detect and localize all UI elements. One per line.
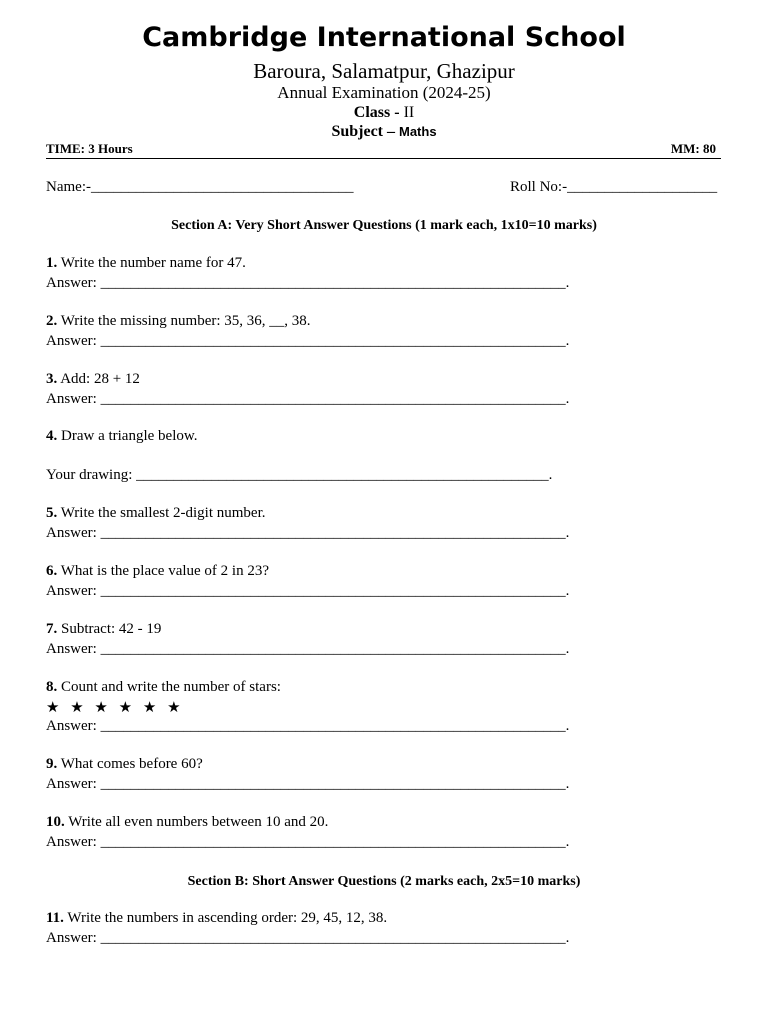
drawing-area (46, 466, 726, 486)
answer-line[interactable]: Answer: ______________________________________________________________. (46, 332, 570, 349)
question-text: What is the place value of 2 in 23? (60, 563, 269, 579)
answer-line[interactable]: Answer: ______________________________________________________________. (46, 524, 570, 541)
answer-line[interactable]: Answer: ______________________________________________________________. (46, 718, 570, 734)
question-number: 7. (46, 621, 58, 637)
section-b-title: Section B: Short Answer Questions (2 marks each, 2x5=10 marks) (187, 874, 581, 889)
question-4 (46, 427, 726, 447)
answer-line[interactable]: Answer: ______________________________________________________________. (46, 833, 570, 850)
answer-line[interactable]: Answer: ______________________________________________________________. (46, 274, 570, 291)
question-2 (46, 312, 726, 351)
question-number: 3. (46, 371, 58, 387)
question-number: 4. (46, 428, 58, 444)
name-field[interactable]: Name:-___________________________________ (46, 179, 354, 195)
question-11 (46, 909, 726, 948)
question-text: Write the missing number: 35, 36, __, 38. (60, 313, 311, 329)
question-text: Write the number name for 47. (60, 255, 246, 271)
question-text: What comes before 60? (60, 756, 203, 772)
question-number: 6. (46, 563, 58, 579)
answer-line[interactable]: Answer: ______________________________________________________________. (46, 582, 570, 599)
question-text: Write all even numbers between 10 and 20. (68, 814, 329, 830)
question-1 (46, 254, 726, 293)
question-text: Add: 28 + 12 (60, 371, 140, 387)
answer-line[interactable]: Answer: ______________________________________________________________. (46, 390, 570, 407)
roll-number-field[interactable]: Roll No:-____________________ (510, 179, 718, 195)
question-text: Subtract: 42 - 19 (61, 621, 162, 637)
question-7 (46, 620, 726, 659)
question-9 (46, 755, 726, 794)
subject-label: Subject – (331, 123, 395, 140)
answer-line[interactable]: Answer: ______________________________________________________________. (46, 640, 570, 657)
question-text: Write the numbers in ascending order: 29, 45, 12, 38. (67, 910, 388, 926)
question-text: Draw a triangle below. (61, 428, 198, 444)
question-number: 5. (46, 505, 58, 521)
max-marks-label: MM: 80 (670, 141, 716, 156)
class-label: Class - (353, 104, 400, 121)
answer-line[interactable]: Answer: ______________________________________________________________. (46, 929, 570, 946)
question-6 (46, 562, 726, 601)
student-details-row (46, 177, 721, 197)
drawing-line[interactable]: Your drawing: _______________________________________________________. (46, 467, 553, 483)
question-text: Write the smallest 2-digit number. (60, 505, 266, 521)
school-name: Cambridge International School (142, 22, 626, 53)
section-a-title: Section A: Very Short Answer Questions (1 mark each, 1x10=10 marks) (171, 218, 597, 233)
question-number: 10. (46, 814, 65, 830)
school-address: Baroura, Salamatpur, Ghazipur (253, 59, 515, 83)
question-text: Count and write the number of stars: (61, 679, 281, 695)
class-line (0, 103, 768, 123)
question-number: 9. (46, 756, 58, 772)
question-number: 11. (46, 910, 64, 926)
class-value: II (403, 104, 415, 121)
star-icons: ★ ★ ★ ★ ★ ★ (46, 697, 184, 716)
subject-line (0, 122, 768, 142)
time-label: TIME: 3 Hours (46, 141, 133, 156)
question-number: 1. (46, 255, 58, 271)
exam-title: Annual Examination (2024-25) (277, 83, 491, 102)
question-3 (46, 370, 726, 409)
question-10 (46, 813, 726, 852)
question-number: 2. (46, 313, 58, 329)
question-5 (46, 504, 726, 543)
time-marks-row (46, 140, 721, 159)
question-8 (46, 678, 726, 737)
subject-value: Maths (399, 124, 437, 139)
question-number: 8. (46, 679, 58, 695)
answer-line[interactable]: Answer: ______________________________________________________________. (46, 775, 570, 792)
